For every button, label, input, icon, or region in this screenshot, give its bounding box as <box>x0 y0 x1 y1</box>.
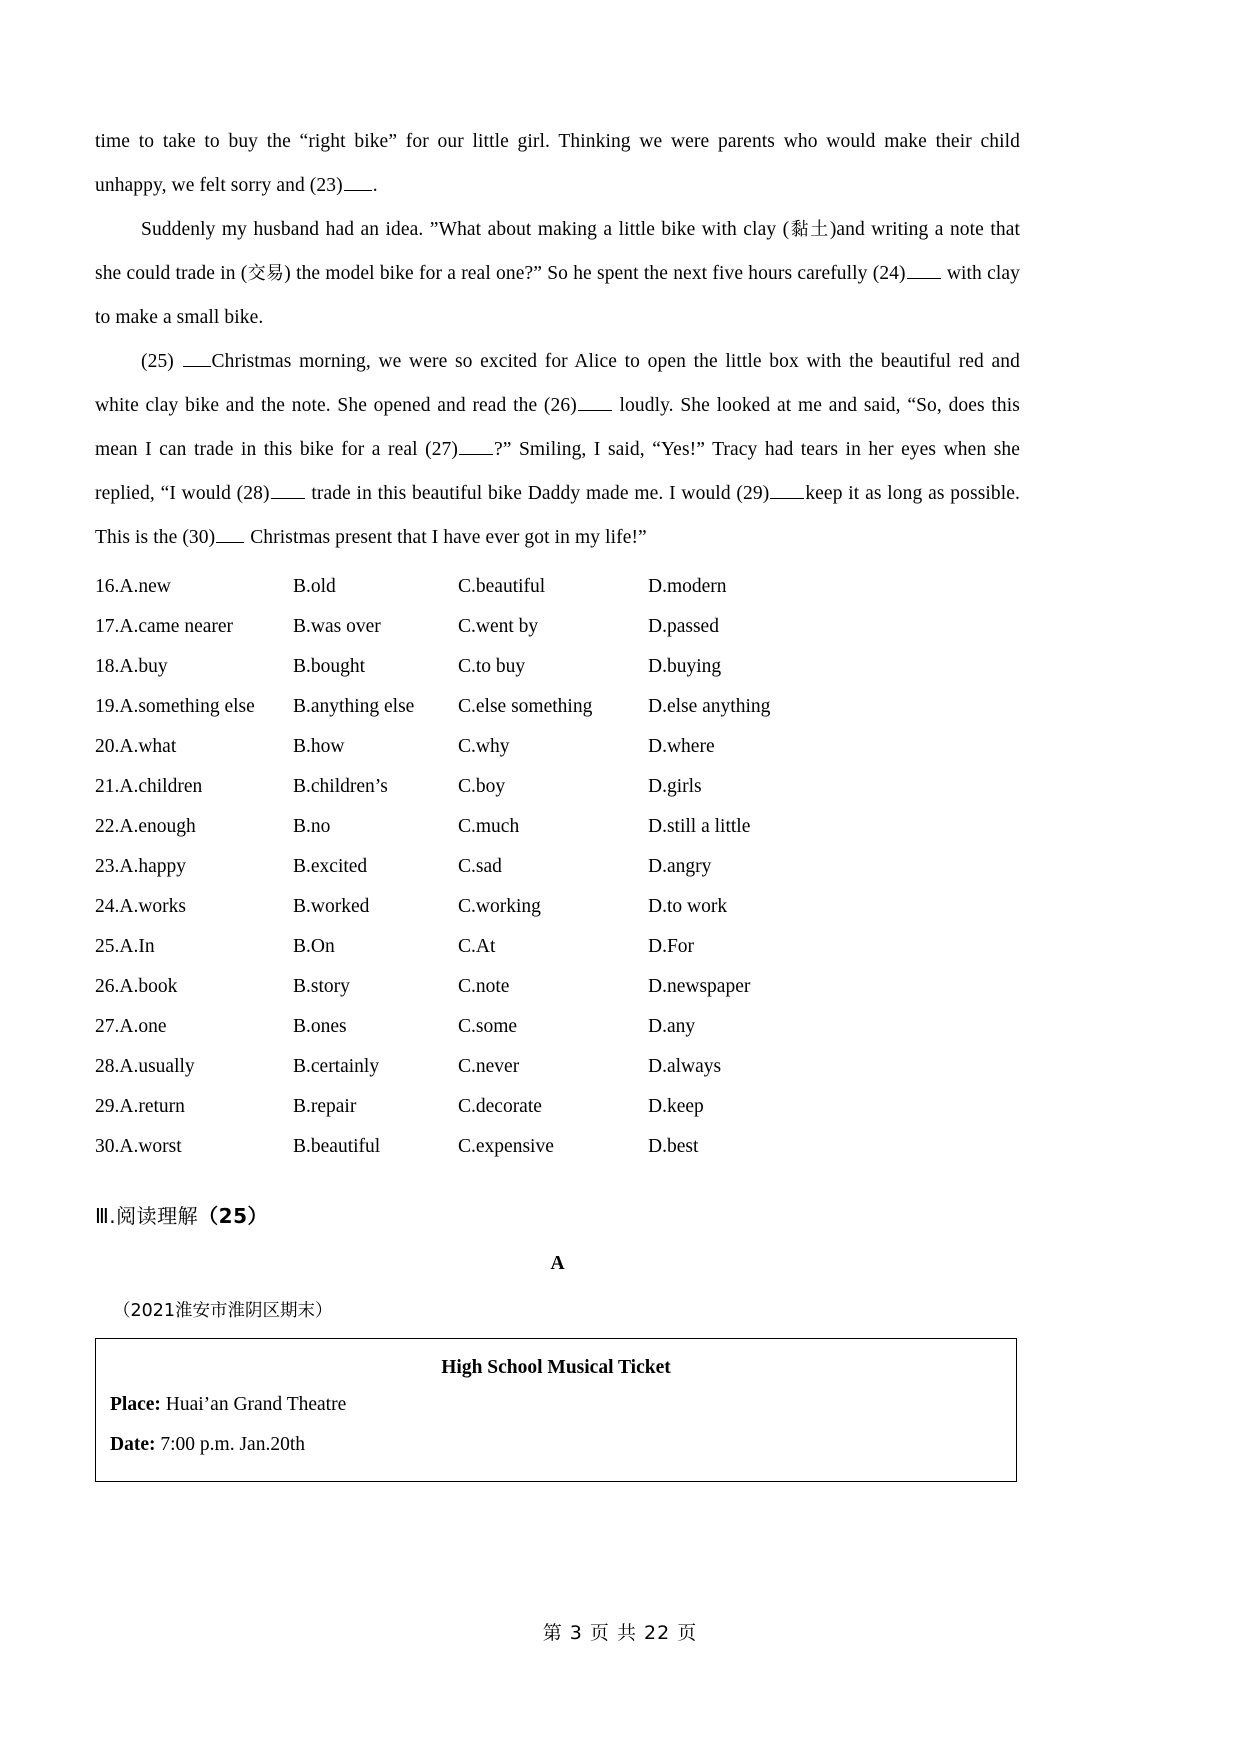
question-number: 19 <box>95 696 115 717</box>
answer-blank-24 <box>907 263 941 279</box>
ticket-place-value: Huai’an Grand Theatre <box>160 1394 347 1415</box>
question-number: 30 <box>95 1136 115 1157</box>
option-a[interactable]: 29.A.return <box>95 1096 185 1117</box>
option-b[interactable]: B.On <box>293 936 335 957</box>
option-c[interactable]: C.decorate <box>458 1096 542 1117</box>
answer-blank-26 <box>578 395 612 411</box>
section-score: （25） <box>198 1204 268 1228</box>
option-row <box>95 856 1020 896</box>
option-c[interactable]: C.sad <box>458 856 502 877</box>
option-d[interactable]: D.still a little <box>648 816 751 837</box>
question-number: 21 <box>95 776 115 797</box>
answer-blank-25 <box>183 351 211 367</box>
ticket-date-label: Date: <box>110 1434 156 1455</box>
option-a[interactable]: 30.A.worst <box>95 1136 182 1157</box>
option-row <box>95 936 1020 976</box>
option-a[interactable]: 17.A.came nearer <box>95 616 234 637</box>
option-b[interactable]: B.anything else <box>293 696 415 717</box>
option-a[interactable]: 19.A.something else <box>95 696 255 717</box>
option-d[interactable]: D.For <box>648 936 695 957</box>
option-c[interactable]: C.boy <box>458 776 506 797</box>
question-number: 18 <box>95 656 115 677</box>
option-c[interactable]: C.note <box>458 976 510 997</box>
cloze-passage <box>95 120 1020 560</box>
passage-paragraph-2 <box>95 208 1020 340</box>
paragraph-text: Christmas present that I have ever got in my life!” <box>245 527 647 548</box>
section-heading-reading <box>95 1200 1020 1229</box>
question-number: 26 <box>95 976 115 997</box>
option-a[interactable]: 26.A.book <box>95 976 178 997</box>
gloss-trade-chinese: 交易 <box>247 263 285 284</box>
section-dot: . <box>109 1204 117 1228</box>
option-a-label: A.works <box>119 896 186 917</box>
option-a-label: A.In <box>119 936 155 957</box>
option-b[interactable]: B.ones <box>293 1016 347 1037</box>
option-d[interactable]: D.keep <box>648 1096 704 1117</box>
option-row <box>95 576 1020 616</box>
option-d[interactable]: D.where <box>648 736 715 757</box>
option-b[interactable]: B.story <box>293 976 350 997</box>
option-a[interactable]: 16.A.new <box>95 576 171 597</box>
option-a[interactable]: 22.A.enough <box>95 816 196 837</box>
answer-blank-28 <box>271 483 305 499</box>
option-row <box>95 1056 1020 1096</box>
cloze-options-list <box>95 576 1020 1176</box>
option-c[interactable]: C.why <box>458 736 510 757</box>
question-number: 17 <box>95 616 115 637</box>
option-a-label: A.children <box>119 776 203 797</box>
ticket-place-label: Place: <box>110 1394 161 1415</box>
option-a-label: A.something else <box>119 696 255 717</box>
option-d[interactable]: D.passed <box>648 616 719 637</box>
option-a[interactable]: 24.A.works <box>95 896 186 917</box>
option-a-label: A.one <box>119 1016 167 1037</box>
option-c[interactable]: C.to buy <box>458 656 526 677</box>
paragraph-text: keep it as long as possible. This is the (30) <box>95 483 1020 548</box>
question-number: 27 <box>95 1016 115 1037</box>
option-row <box>95 1136 1020 1176</box>
option-b[interactable]: B.certainly <box>293 1056 380 1077</box>
paragraph-text: Suddenly my husband had an idea. ”What about making a little bike with clay ( <box>141 219 790 240</box>
option-a-label: A.worst <box>119 1136 182 1157</box>
ticket-title: High School Musical Ticket <box>441 1357 671 1378</box>
gloss-clay-chinese: 黏土 <box>789 219 830 240</box>
option-row <box>95 896 1020 936</box>
option-a[interactable]: 27.A.one <box>95 1016 167 1037</box>
option-b[interactable]: B.no <box>293 816 331 837</box>
option-a-label: A.happy <box>119 856 186 877</box>
option-b[interactable]: B.bought <box>293 656 366 677</box>
option-d[interactable]: D.girls <box>648 776 702 797</box>
paragraph-text-tail: . <box>372 175 378 196</box>
option-a[interactable]: 18.A.buy <box>95 656 168 677</box>
question-number: 23 <box>95 856 115 877</box>
answer-blank-23 <box>344 175 372 191</box>
option-c[interactable]: C.At <box>458 936 496 957</box>
option-row <box>95 976 1020 1016</box>
section-roman-numeral: Ⅲ <box>95 1204 110 1228</box>
option-b[interactable]: B.children’s <box>293 776 388 797</box>
option-d[interactable]: D.to work <box>648 896 728 917</box>
option-b[interactable]: B.excited <box>293 856 368 877</box>
option-d[interactable]: D.modern <box>648 576 727 597</box>
ticket-date-value: 7:00 p.m. Jan.20th <box>155 1434 305 1455</box>
question-number: 20 <box>95 736 115 757</box>
question-number: 24 <box>95 896 115 917</box>
section-title: 阅读理解 <box>116 1204 199 1228</box>
option-c[interactable]: C.else something <box>458 696 593 717</box>
passage-paragraph-3 <box>95 340 1020 560</box>
paragraph-text: trade in this beautiful bike Daddy made me. I would (29) <box>305 483 770 504</box>
option-a-label: A.buy <box>119 656 168 677</box>
option-a-label: A.what <box>119 736 177 757</box>
option-d[interactable]: D.any <box>648 1016 696 1037</box>
option-b[interactable]: B.worked <box>293 896 370 917</box>
option-b[interactable]: B.how <box>293 736 345 757</box>
option-d[interactable]: D.else anything <box>648 696 771 717</box>
ticket-card <box>95 1338 1017 1482</box>
answer-blank-29 <box>770 483 804 499</box>
option-row <box>95 776 1020 816</box>
option-d[interactable]: D.buying <box>648 656 722 677</box>
option-row <box>95 656 1020 696</box>
option-d[interactable]: D.best <box>648 1136 699 1157</box>
option-row <box>95 816 1020 856</box>
option-row <box>95 736 1020 776</box>
option-c[interactable]: C.never <box>458 1056 520 1077</box>
paragraph-text: ) the model bike for a real one?” So he spent the next five hours carefully (24) <box>284 263 906 284</box>
option-c[interactable]: C.some <box>458 1016 518 1037</box>
option-c[interactable]: C.working <box>458 896 541 917</box>
option-d[interactable]: D.angry <box>648 856 712 877</box>
option-row <box>95 1016 1020 1056</box>
option-a[interactable]: 28.A.usually <box>95 1056 195 1077</box>
option-a-label: A.return <box>119 1096 185 1117</box>
paragraph-text: loudly. She looked at me and said, “So, does this mean I can trade in this bike for a real (27) <box>95 395 1020 460</box>
option-a[interactable]: 20.A.what <box>95 736 177 757</box>
paragraph-text: (25) <box>141 351 182 372</box>
option-row <box>95 616 1020 656</box>
paragraph-text: ?” Smiling, I said, “Yes!” Tracy had tears in her eyes when she replied, “I would (28) <box>95 439 1020 504</box>
answer-blank-27 <box>459 439 493 455</box>
question-number: 22 <box>95 816 115 837</box>
passage-letter-a: A <box>550 1253 565 1274</box>
option-c[interactable]: C.went by <box>458 616 539 637</box>
page-footer: 第 3 页 共 22 页 <box>542 1622 698 1644</box>
option-d[interactable]: D.newspaper <box>648 976 751 997</box>
option-b[interactable]: B.was over <box>293 616 381 637</box>
option-b[interactable]: B.repair <box>293 1096 357 1117</box>
passage-paragraph-1 <box>95 120 1020 208</box>
option-a[interactable]: 25.A.In <box>95 936 155 957</box>
option-a-label: A.book <box>119 976 178 997</box>
passage-source: （2021淮安市淮阴区期末） <box>113 1301 333 1321</box>
option-d[interactable]: D.always <box>648 1056 722 1077</box>
option-a[interactable]: 21.A.children <box>95 776 203 797</box>
option-b[interactable]: B.beautiful <box>293 1136 381 1157</box>
ticket-place-row <box>110 1385 1002 1425</box>
page-content <box>95 120 1020 1482</box>
paragraph-text: time to take to buy the “right bike” for our little girl. Thinking we were parents who would make their child unhappy, we felt sorry and (23) <box>95 131 1020 196</box>
option-c[interactable]: C.expensive <box>458 1136 554 1157</box>
option-c[interactable]: C.beautiful <box>458 576 546 597</box>
paragraph-text: )and writing a note that she could trade in ( <box>95 219 1021 284</box>
ticket-date-row <box>110 1425 1002 1465</box>
option-b[interactable]: B.old <box>293 576 336 597</box>
answer-blank-30 <box>216 527 244 543</box>
option-a-label: A.enough <box>119 816 196 837</box>
question-number: 16 <box>95 576 115 597</box>
question-number: 29 <box>95 1096 115 1117</box>
option-a-label: A.new <box>119 576 171 597</box>
option-row <box>95 696 1020 736</box>
question-number: 28 <box>95 1056 115 1077</box>
option-a-label: A.came nearer <box>119 616 234 637</box>
question-number: 25 <box>95 936 115 957</box>
option-a-label: A.usually <box>119 1056 195 1077</box>
paragraph-text: Christmas morning, we were so excited for Alice to open the little box with the beautiful red and white clay bike and the note. She opened and read the (26) <box>95 351 1020 416</box>
paragraph-text: with clay to make a small bike. <box>95 263 1020 328</box>
option-a[interactable]: 23.A.happy <box>95 856 186 877</box>
option-row <box>95 1096 1020 1136</box>
option-c[interactable]: C.much <box>458 816 520 837</box>
